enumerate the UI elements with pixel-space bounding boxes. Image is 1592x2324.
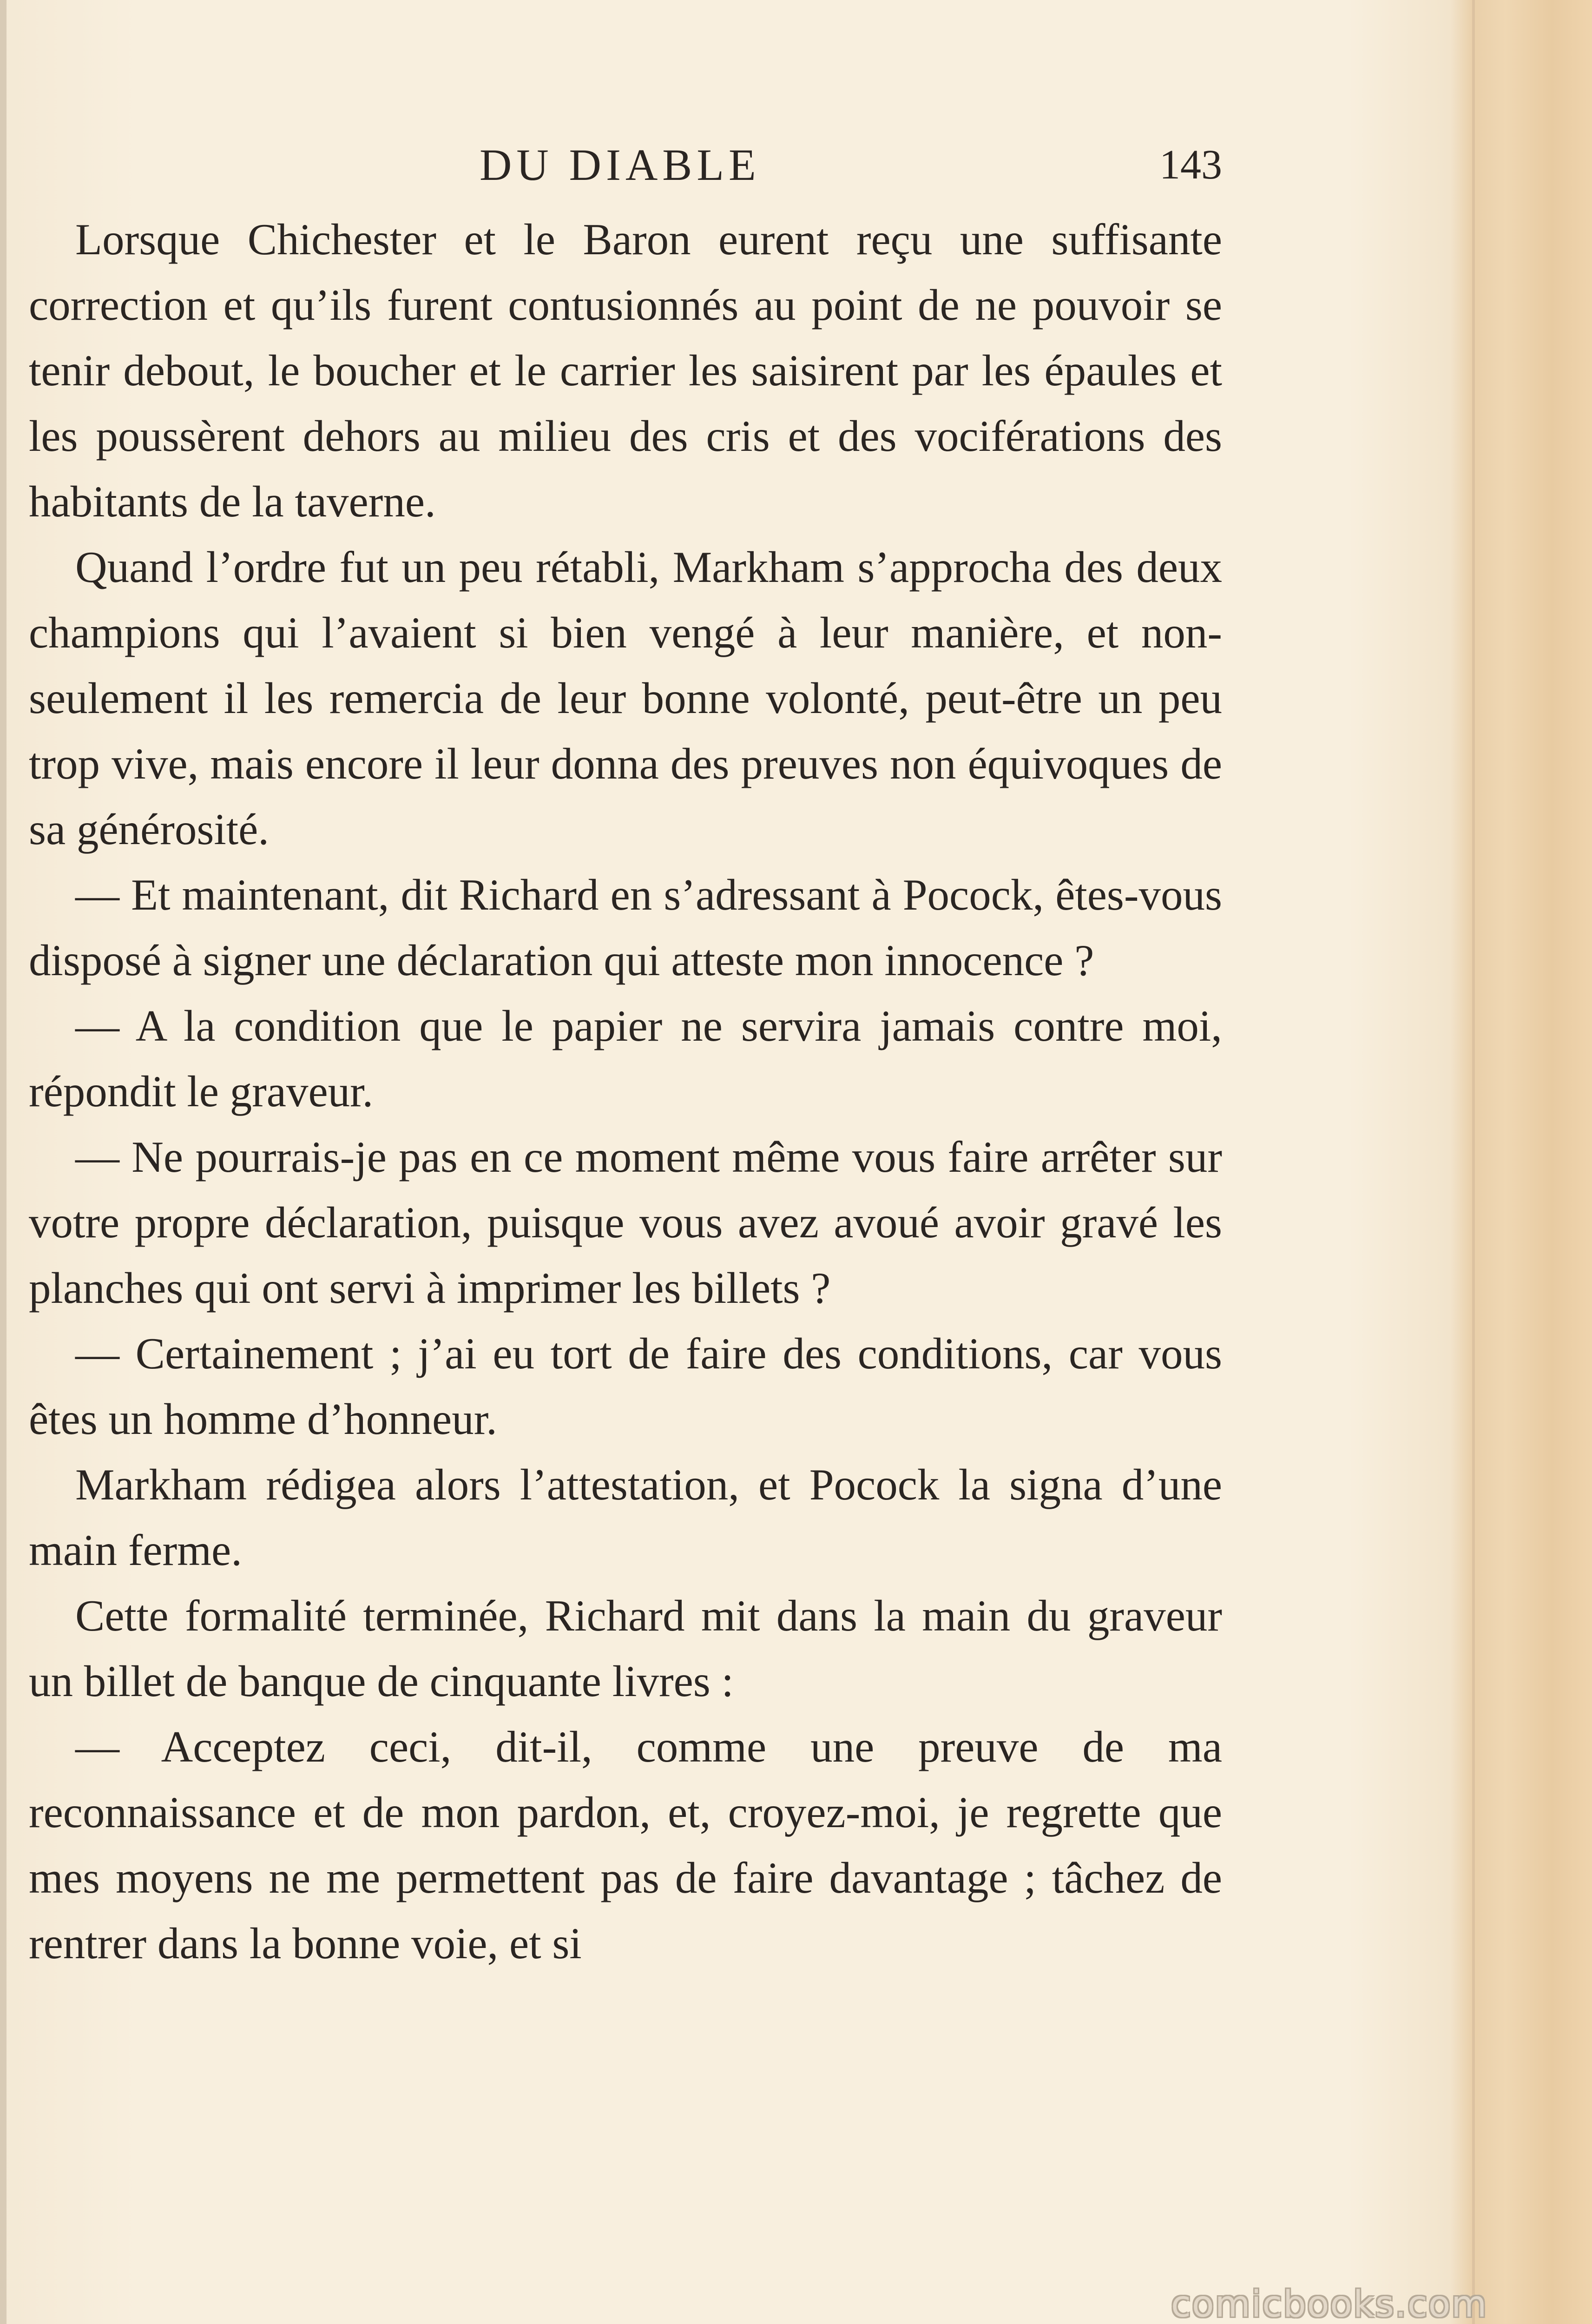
page-number: 143 (1159, 142, 1222, 188)
paragraph: Cette formalité terminée, Richard mit dans la main du graveur un billet de banque de cinquante livres : (29, 1591, 1222, 1706)
page-header (29, 135, 1222, 195)
page-left-edge (0, 0, 7, 2324)
paragraph: — A la condition que le papier ne servira jamais contre moi, répondit le graveur. (29, 1001, 1222, 1116)
paragraph: Lorsque Chichester et le Baron eurent reçu une suffisante correction et qu’ils furent contusionnés au point de ne pouvoir se tenir debout, le boucher et le carrier les saisirent par les épaules et les poussèrent dehors au milieu des cris et des vociférations des habitants de la taverne. (29, 215, 1222, 526)
paragraph: Quand l’ordre fut un peu rétabli, Markham s’approcha des deux champions qui l’avaient si bien vengé à leur manière, et non-seulement il les remercia de leur bonne volonté, peut-être un peu trop vive, mais encore il leur donna des preuves non équivoques de sa générosité. (29, 542, 1222, 854)
paragraph: — Et maintenant, dit Richard en s’adressant à Pocock, êtes-vous disposé à signer une déclaration qui atteste mon innocence ? (29, 870, 1222, 985)
page-edge-fold (1472, 0, 1475, 2324)
body-text (29, 207, 1222, 1976)
paragraph: — Ne pourrais-je pas en ce moment même vous faire arrêter sur votre propre déclaration, puisque vous avez avoué avoir gravé les planches qui ont servi à imprimer les billets ? (29, 1132, 1222, 1313)
watermark: comicbooks.com (1171, 2284, 1488, 2324)
running-title: DU DIABLE (480, 140, 761, 190)
paragraph: — Acceptez ceci, dit-il, comme une preuve de ma reconnaissance et de mon pardon, et, croyez-moi, je regrette que mes moyens ne me permettent pas de faire davantage ; tâchez de rentrer dans la bonne voie, et si (29, 1722, 1222, 1968)
paragraph: — Certainement ; j’ai eu tort de faire des conditions, car vous êtes un homme d’honneur. (29, 1329, 1222, 1444)
paragraph: Markham rédigea alors l’attestation, et Pocock la signa d’une main ferme. (29, 1460, 1222, 1575)
